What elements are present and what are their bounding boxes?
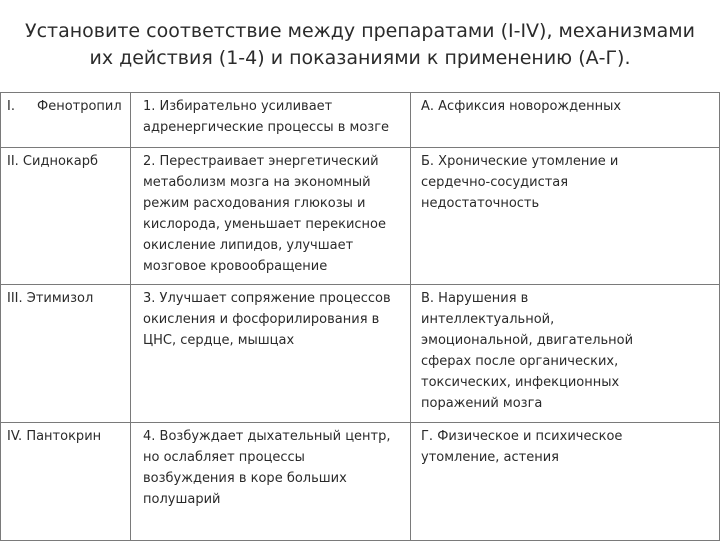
mechanism-line: адренергические процессы в мозге bbox=[143, 120, 390, 135]
mechanism-line: полушарий bbox=[143, 492, 221, 507]
mechanism-cell bbox=[131, 423, 411, 541]
drug-name: II. Сиднокарб bbox=[7, 154, 98, 169]
mechanism-line: 1. Избирательно усиливает bbox=[143, 99, 333, 114]
table-row bbox=[1, 423, 720, 541]
indication-line: токсических, инфекционных bbox=[421, 375, 620, 390]
mechanism-line: 2. Перестраивает энергетический bbox=[143, 154, 379, 169]
drug-cell bbox=[1, 285, 131, 423]
mechanism-line: окисление липидов, улучшает bbox=[143, 238, 354, 253]
drug-number: I. bbox=[7, 99, 15, 114]
mechanism-line: 3. Улучшает сопряжение процессов bbox=[143, 291, 391, 306]
indication-line: Б. Хронические утомление и bbox=[421, 154, 619, 169]
mechanism-line: но ослабляет процессы bbox=[143, 450, 305, 465]
indication-line: поражений мозга bbox=[421, 396, 543, 411]
drug-name: Фенотропил bbox=[37, 99, 122, 114]
mechanism-line: окисления и фосфорилирования в bbox=[143, 312, 380, 327]
indication-cell bbox=[411, 93, 720, 148]
mechanism-line: мозговое кровообращение bbox=[143, 259, 328, 274]
mechanism-line: ЦНС, сердце, мышцах bbox=[143, 333, 295, 348]
table-row bbox=[1, 285, 720, 423]
drug-name: IV. Пантокрин bbox=[7, 429, 102, 444]
mechanism-line: режим расходования глюкозы и bbox=[143, 196, 366, 211]
indication-line: Г. Физическое и психическое bbox=[421, 429, 623, 444]
indication-line: недостаточность bbox=[421, 196, 540, 211]
indication-line: утомление, астения bbox=[421, 450, 559, 465]
mechanism-line: возбуждения в коре больших bbox=[143, 471, 347, 486]
matching-table bbox=[0, 92, 720, 541]
mechanism-cell bbox=[131, 148, 411, 285]
indication-line: эмоциональной, двигательной bbox=[421, 333, 634, 348]
indication-line: В. Нарушения в bbox=[421, 291, 529, 306]
table-row bbox=[1, 148, 720, 285]
drug-cell bbox=[1, 148, 131, 285]
indication-cell bbox=[411, 423, 720, 541]
drug-cell bbox=[1, 423, 131, 541]
indication-line: сферах после органических, bbox=[421, 354, 619, 369]
indication-line: А. Асфиксия новорожденных bbox=[421, 99, 622, 114]
drug-name: III. Этимизол bbox=[7, 291, 94, 306]
indication-cell bbox=[411, 285, 720, 423]
mechanism-cell bbox=[131, 93, 411, 148]
indication-cell bbox=[411, 148, 720, 285]
title-line-1: Установите соответствие между препаратами (I-IV), механизмами bbox=[25, 20, 695, 42]
mechanism-line: кислорода, уменьшает перекисное bbox=[143, 217, 387, 232]
mechanism-line: метаболизм мозга на экономный bbox=[143, 175, 371, 190]
title-line-2: их действия (1-4) и показаниями к применению (А-Г). bbox=[89, 47, 631, 69]
table-row bbox=[1, 93, 720, 148]
mechanism-cell bbox=[131, 285, 411, 423]
indication-line: сердечно-сосудистая bbox=[421, 175, 569, 190]
page-title bbox=[0, 18, 720, 72]
indication-line: интеллектуальной, bbox=[421, 312, 555, 327]
mechanism-line: 4. Возбуждает дыхательный центр, bbox=[143, 429, 391, 444]
drug-cell bbox=[1, 93, 131, 148]
